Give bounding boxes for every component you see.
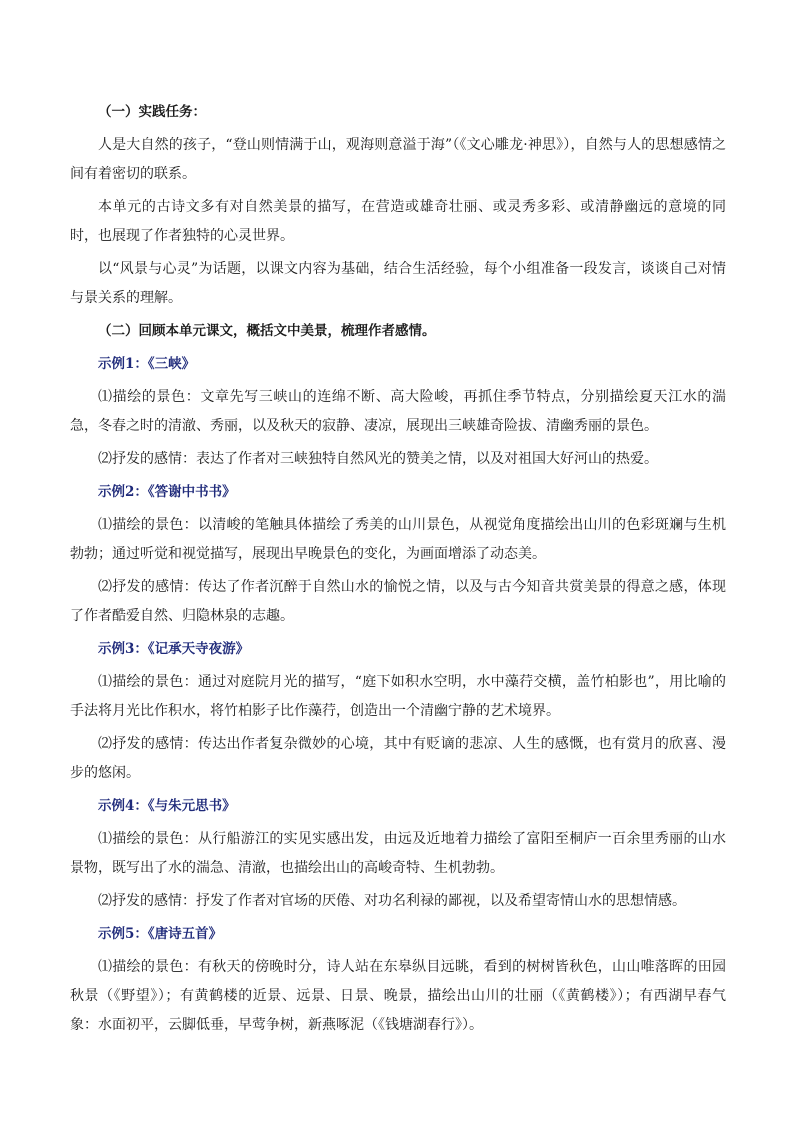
- example-3-emotion: ⑵抒发的感情：传达出作者复杂微妙的心境，其中有贬谪的悲凉、人生的感慨，也有赏月的欣喜、漫步的悠闲。: [70, 736, 726, 781]
- document-body: [70, 98, 726, 1044]
- example-5-title: 示例5：《唐诗五首》: [98, 926, 223, 942]
- section-1-paragraph-1: 人是大自然的孩子，“登山则情满于山，观海则意溢于海”（《文心雕龙·神思》），自然与人的思想感情之间有着密切的联系。: [70, 137, 726, 182]
- section-2-heading: （二）回顾本单元课文，概括文中美景，梳理作者感情。: [98, 323, 436, 339]
- section-1-paragraph-2: 本单元的古诗文多有对自然美景的描写，在营造或雄奇壮丽、或灵秀多彩、或清静幽远的意境的同时，也展现了作者独特的心灵世界。: [70, 199, 726, 244]
- example-4-emotion: ⑵抒发的感情：抒发了作者对官场的厌倦、对功名利禄的鄙视，以及希望寄情山水的思想情感。: [98, 893, 686, 909]
- example-4-title: 示例4：《与朱元思书》: [98, 798, 236, 814]
- example-2-scenery: ⑴描绘的景色：以清峻的笔触具体描绘了秀美的山川景色，从视觉角度描绘出山川的色彩斑斓与生机勃勃；通过听觉和视觉描写，展现出早晚景色的变化，为画面增添了动态美。: [70, 517, 726, 562]
- example-1-title: 示例1：《三峡》: [98, 356, 196, 372]
- example-4-scenery: ⑴描绘的景色：从行船游江的实见实感出发，由远及近地着力描绘了富阳至桐庐一百余里秀丽的山水景物，既写出了水的湍急、清澈，也描绘出山的高峻奇特、生机勃勃。: [70, 831, 726, 876]
- example-1-scenery: ⑴描绘的景色：文章先写三峡山的连绵不断、高大险峻，再抓住季节特点，分别描绘夏天江水的湍急，冬春之时的清澈、秀丽，以及秋天的寂静、凄凉，展现出三峡雄奇险拔、清幽秀丽的景色。: [70, 389, 726, 434]
- example-2-emotion: ⑵抒发的感情：传达了作者沉醉于自然山水的愉悦之情，以及与古今知音共赏美景的得意之感，体现了作者酷爱自然、归隐林泉的志趣。: [70, 579, 726, 624]
- example-3-scenery: ⑴描绘的景色：通过对庭院月光的描写，“庭下如积水空明，水中藻荇交横，盖竹柏影也”，用比喻的手法将月光比作积水，将竹柏影子比作藻荇，创造出一个清幽宁静的艺术境界。: [70, 674, 726, 719]
- example-1-emotion: ⑵抒发的感情：表达了作者对三峡独特自然风光的赞美之情，以及对祖国大好河山的热爱。: [98, 451, 658, 467]
- example-2-title: 示例2：《答谢中书书》: [98, 484, 236, 500]
- example-3-title: 示例3：《记承天寺夜游》: [98, 641, 250, 657]
- example-5-scenery: ⑴描绘的景色：有秋天的傍晚时分，诗人站在东皋纵目远眺，看到的树树皆秋色，山山唯落晖的田园秋景（《野望》）；有黄鹤楼的近景、远景、日景、晚景，描绘出山川的壮丽（《黄鹤楼》）；有西湖早春气象：水面初平，云脚低垂，早莺争树，新燕啄泥（《钱塘湖春行》）。: [70, 959, 726, 1033]
- section-1-heading: （一）实践任务：: [98, 104, 206, 120]
- section-1-paragraph-3: 以“风景与心灵”为话题，以课文内容为基础，结合生活经验，每个小组准备一段发言，谈谈自己对情与景关系的理解。: [70, 261, 726, 306]
